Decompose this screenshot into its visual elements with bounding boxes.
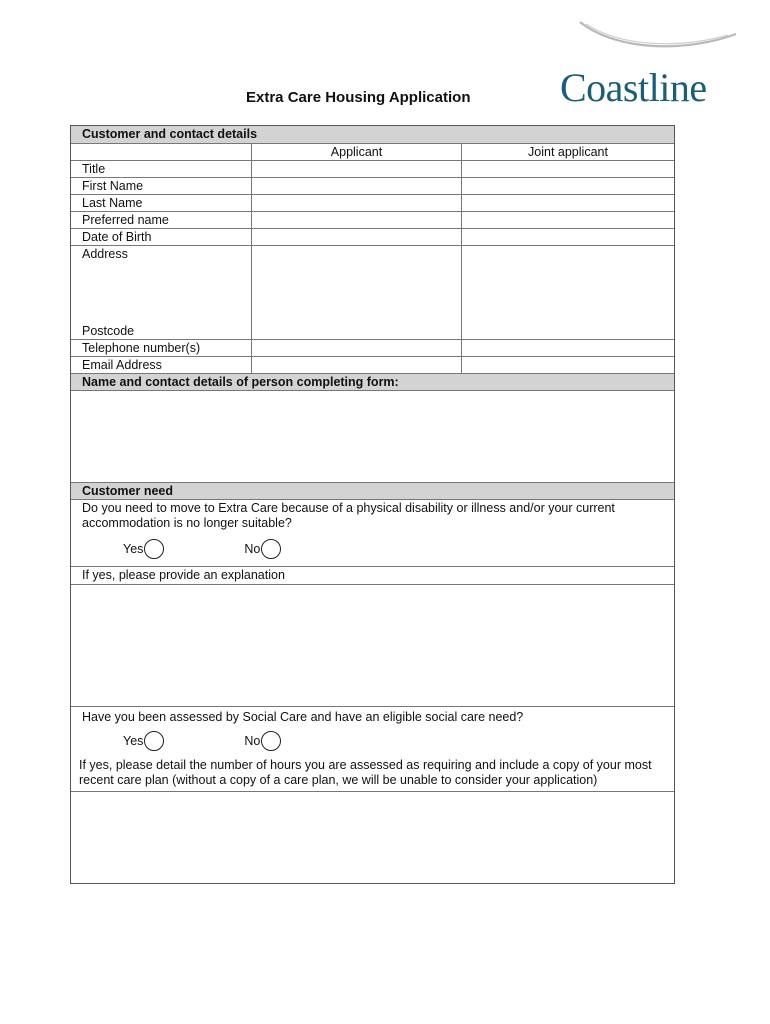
page-title: Extra Care Housing Application	[246, 89, 471, 106]
input-first-name-joint[interactable]	[461, 178, 674, 194]
swoosh-icon	[578, 18, 738, 58]
input-q1-explanation[interactable]	[71, 584, 674, 706]
question-1-explain-block	[71, 566, 674, 584]
label-preferred-name: Preferred name	[82, 213, 169, 227]
section-header-completer: Name and contact details of person completing form:	[71, 373, 674, 390]
input-address-joint[interactable]	[461, 246, 674, 339]
section-header-need: Customer need	[71, 482, 674, 499]
input-preferred-name-applicant[interactable]	[251, 212, 461, 228]
row-telephone	[71, 339, 674, 356]
col-joint-applicant: Joint applicant	[461, 144, 674, 160]
question-1-explain: If yes, please provide an explanation	[82, 568, 285, 582]
q1-yes-radio[interactable]	[144, 539, 164, 559]
label-title: Title	[82, 162, 106, 176]
label-address: Address	[82, 247, 128, 261]
input-completer-details[interactable]	[71, 390, 674, 482]
row-first-name	[71, 177, 674, 194]
input-dob-applicant[interactable]	[251, 229, 461, 245]
question-2-block	[71, 706, 674, 791]
row-title	[71, 160, 674, 177]
input-telephone-applicant[interactable]	[251, 340, 461, 356]
label-email: Email Address	[82, 358, 162, 372]
label-first-name: First Name	[82, 179, 144, 193]
input-preferred-name-joint[interactable]	[461, 212, 674, 228]
row-preferred-name	[71, 211, 674, 228]
yes-label: Yes	[123, 734, 144, 748]
label-last-name: Last Name	[82, 196, 143, 210]
question-1: Do you need to move to Extra Care because of a physical disability or illness and/or your current accommodation is no longer suitable?	[82, 501, 615, 530]
input-title-joint[interactable]	[461, 161, 674, 177]
input-telephone-joint[interactable]	[461, 340, 674, 356]
question-2-options	[71, 726, 674, 756]
row-dob	[71, 228, 674, 245]
col-applicant: Applicant	[251, 144, 461, 160]
row-address	[71, 245, 674, 339]
q2-yes-radio[interactable]	[144, 731, 164, 751]
row-last-name	[71, 194, 674, 211]
input-last-name-applicant[interactable]	[251, 195, 461, 211]
label-dob: Date of Birth	[82, 230, 152, 244]
input-first-name-applicant[interactable]	[251, 178, 461, 194]
input-email-joint[interactable]	[461, 357, 674, 373]
column-headers	[71, 143, 674, 160]
label-postcode: Postcode	[82, 324, 135, 338]
yes-label: Yes	[123, 542, 144, 556]
input-dob-joint[interactable]	[461, 229, 674, 245]
no-label: No	[244, 542, 261, 556]
question-2: Have you been assessed by Social Care and have an eligible social care need?	[82, 710, 524, 724]
input-q2-detail[interactable]	[71, 791, 674, 883]
question-2-detail: If yes, please detail the number of hours you are assessed as requiring and include a copy of your most recent care plan (without a copy of a care plan, we will be unable to consider your application)	[79, 758, 652, 787]
no-label: No	[244, 734, 261, 748]
application-form	[70, 125, 675, 884]
question-1-options	[71, 532, 674, 566]
label-telephone: Telephone number(s)	[82, 341, 201, 355]
input-title-applicant[interactable]	[251, 161, 461, 177]
row-email	[71, 356, 674, 373]
question-1-block	[71, 499, 674, 566]
input-last-name-joint[interactable]	[461, 195, 674, 211]
brand-name: Coastline	[560, 65, 707, 110]
input-address-applicant[interactable]	[251, 246, 461, 339]
q2-no-radio[interactable]	[261, 731, 281, 751]
input-email-applicant[interactable]	[251, 357, 461, 373]
coastline-logo	[558, 18, 738, 110]
q1-no-radio[interactable]	[261, 539, 281, 559]
section-header-contact: Customer and contact details	[71, 126, 674, 143]
